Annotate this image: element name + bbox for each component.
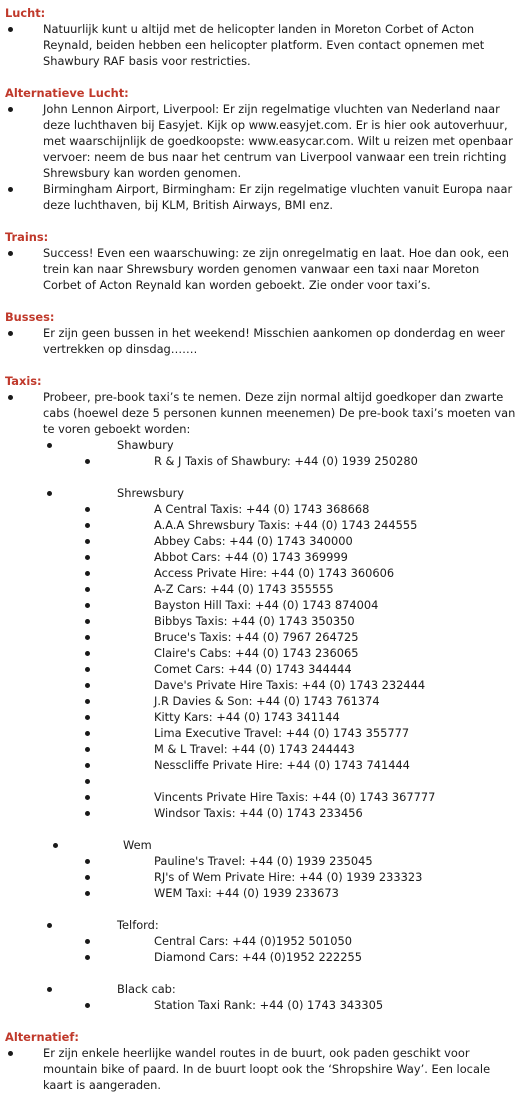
list-item bbox=[5, 101, 519, 181]
taxi-group-name: Shrewsbury bbox=[5, 485, 519, 501]
taxi-entry: Vincents Private Hire Taxis: +44 (0) 1743 367777 bbox=[5, 789, 519, 805]
bullet-list bbox=[5, 1045, 519, 1093]
list-item-text: Er zijn enkele heerlijke wandel routes in de buurt, ook paden geschikt voor mountain bike of paard. In de buurt loopt ook the ‘Shropshire Way’. Een locale kaart is aangeraden. bbox=[43, 1046, 491, 1092]
taxis-intro: Probeer, pre-book taxi’s te nemen. Deze zijn normal altijd goedkoper dan zwarte cabs (hoewel deze 5 personen kunnen meenemen) De pre-book taxi’s moeten van te voren geboekt worden: bbox=[43, 390, 516, 436]
taxi-group-name: Black cab: bbox=[5, 981, 519, 997]
taxi-group bbox=[5, 837, 519, 901]
taxi-entry: Dave's Private Hire Taxis: +44 (0) 1743 232444 bbox=[5, 677, 519, 693]
taxi-entry: Abbey Cabs: +44 (0) 1743 340000 bbox=[5, 533, 519, 549]
section-heading: Trains: bbox=[5, 230, 49, 244]
taxi-entry: A.A.A Shrewsbury Taxis: +44 (0) 1743 244555 bbox=[5, 517, 519, 533]
section-busses bbox=[5, 309, 519, 357]
section-lucht bbox=[5, 5, 519, 69]
taxi-entry: A-Z Cars: +44 (0) 1743 355555 bbox=[5, 581, 519, 597]
list-item-text: Er zijn geen bussen in het weekend! Misschien aankomen op donderdag en weer vertrekken op dinsdag……. bbox=[43, 326, 505, 356]
taxi-entry: Nesscliffe Private Hire: +44 (0) 1743 741444 bbox=[5, 757, 519, 773]
list-item bbox=[5, 245, 519, 293]
section-heading: Alternatieve Lucht: bbox=[5, 86, 129, 100]
taxi-entry: Abbot Cars: +44 (0) 1743 369999 bbox=[5, 549, 519, 565]
taxi-entry: Bruce's Taxis: +44 (0) 7967 264725 bbox=[5, 629, 519, 645]
taxi-group bbox=[5, 981, 519, 1013]
taxi-entry: Bayston Hill Taxi: +44 (0) 1743 874004 bbox=[5, 597, 519, 613]
taxi-entry: Lima Executive Travel: +44 (0) 1743 355777 bbox=[5, 725, 519, 741]
section-alternatief bbox=[5, 1029, 519, 1093]
list-item bbox=[5, 389, 519, 437]
taxi-group-name: Wem bbox=[5, 837, 519, 853]
section-alternatieve-lucht bbox=[5, 85, 519, 213]
bullet-list bbox=[5, 21, 519, 69]
taxi-entry: A Central Taxis: +44 (0) 1743 368668 bbox=[5, 501, 519, 517]
list-item bbox=[5, 1045, 519, 1093]
taxi-entry: R & J Taxis of Shawbury: +44 (0) 1939 250280 bbox=[5, 453, 519, 469]
taxi-entry: J.R Davies & Son: +44 (0) 1743 761374 bbox=[5, 693, 519, 709]
taxi-group bbox=[5, 437, 519, 469]
list-item-text: Birmingham Airport, Birmingham: Er zijn regelmatige vluchten vanuit Europa naar deze luchthaven, bij KLM, British Airways, BMI enz. bbox=[43, 182, 513, 212]
taxi-entry: Station Taxi Rank: +44 (0) 1743 343305 bbox=[5, 997, 519, 1013]
taxi-group bbox=[5, 485, 519, 821]
taxi-entry: Pauline's Travel: +44 (0) 1939 235045 bbox=[5, 853, 519, 869]
taxi-entry: Diamond Cars: +44 (0)1952 222255 bbox=[5, 949, 519, 965]
list-item bbox=[5, 325, 519, 357]
list-item-text: Natuurlijk kunt u altijd met de helicopter landen in Moreton Corbet of Acton Reynald, beiden hebben een helicopter platform. Even contact opnemen met Shawbury RAF basis voor restricties. bbox=[43, 22, 485, 68]
section-heading: Lucht: bbox=[5, 6, 46, 20]
taxi-entry: Kitty Kars: +44 (0) 1743 341144 bbox=[5, 709, 519, 725]
taxi-entry: Access Private Hire: +44 (0) 1743 360606 bbox=[5, 565, 519, 581]
bullet-list bbox=[5, 325, 519, 357]
bullet-list bbox=[5, 245, 519, 293]
taxi-entry: WEM Taxi: +44 (0) 1939 233673 bbox=[5, 885, 519, 901]
taxi-entry: M & L Travel: +44 (0) 1743 244443 bbox=[5, 741, 519, 757]
taxi-groups bbox=[5, 437, 519, 1013]
bullet-list bbox=[5, 389, 519, 437]
section-heading: Alternatief: bbox=[5, 1030, 79, 1044]
section-heading: Busses: bbox=[5, 310, 55, 324]
list-item-text: John Lennon Airport, Liverpool: Er zijn regelmatige vluchten van Nederland naar deze luchthaven bij Easyjet. Kijk op www.easyjet.com. Er is hier ook autoverhuur, met waarschijnlijk de goedkoopste: www.easycar.com. Wilt u reizen met openbaar vervoer: neem de bus naar het centrum van Liverpool vanwaar een trein richting Shrewsbury kan worden genomen. bbox=[43, 102, 513, 180]
taxi-group-name: Shawbury bbox=[5, 437, 519, 453]
taxi-entry: Comet Cars: +44 (0) 1743 344444 bbox=[5, 661, 519, 677]
section-taxis bbox=[5, 373, 519, 1013]
taxi-entry: Windsor Taxis: +44 (0) 1743 233456 bbox=[5, 805, 519, 821]
taxi-entry: Bibbys Taxis: +44 (0) 1743 350350 bbox=[5, 613, 519, 629]
taxi-entry: Central Cars: +44 (0)1952 501050 bbox=[5, 933, 519, 949]
taxi-group bbox=[5, 917, 519, 965]
list-item bbox=[5, 21, 519, 69]
taxi-entry: Claire's Cabs: +44 (0) 1743 236065 bbox=[5, 645, 519, 661]
list-item bbox=[5, 181, 519, 213]
taxi-group-name: Telford: bbox=[5, 917, 519, 933]
section-heading: Taxis: bbox=[5, 374, 42, 388]
bullet-list bbox=[5, 101, 519, 213]
section-trains bbox=[5, 229, 519, 293]
taxi-entry bbox=[5, 773, 519, 789]
taxi-entry: RJ's of Wem Private Hire: +44 (0) 1939 233323 bbox=[5, 869, 519, 885]
list-item-text: Success! Even een waarschuwing: ze zijn onregelmatig en laat. Hoe dan ook, een trein kan naar Shrewsbury worden genomen vanwaar een taxi naar Moreton Corbet of Acton Reynald kan worden geboekt. Zie onder voor taxi’s. bbox=[43, 246, 509, 292]
